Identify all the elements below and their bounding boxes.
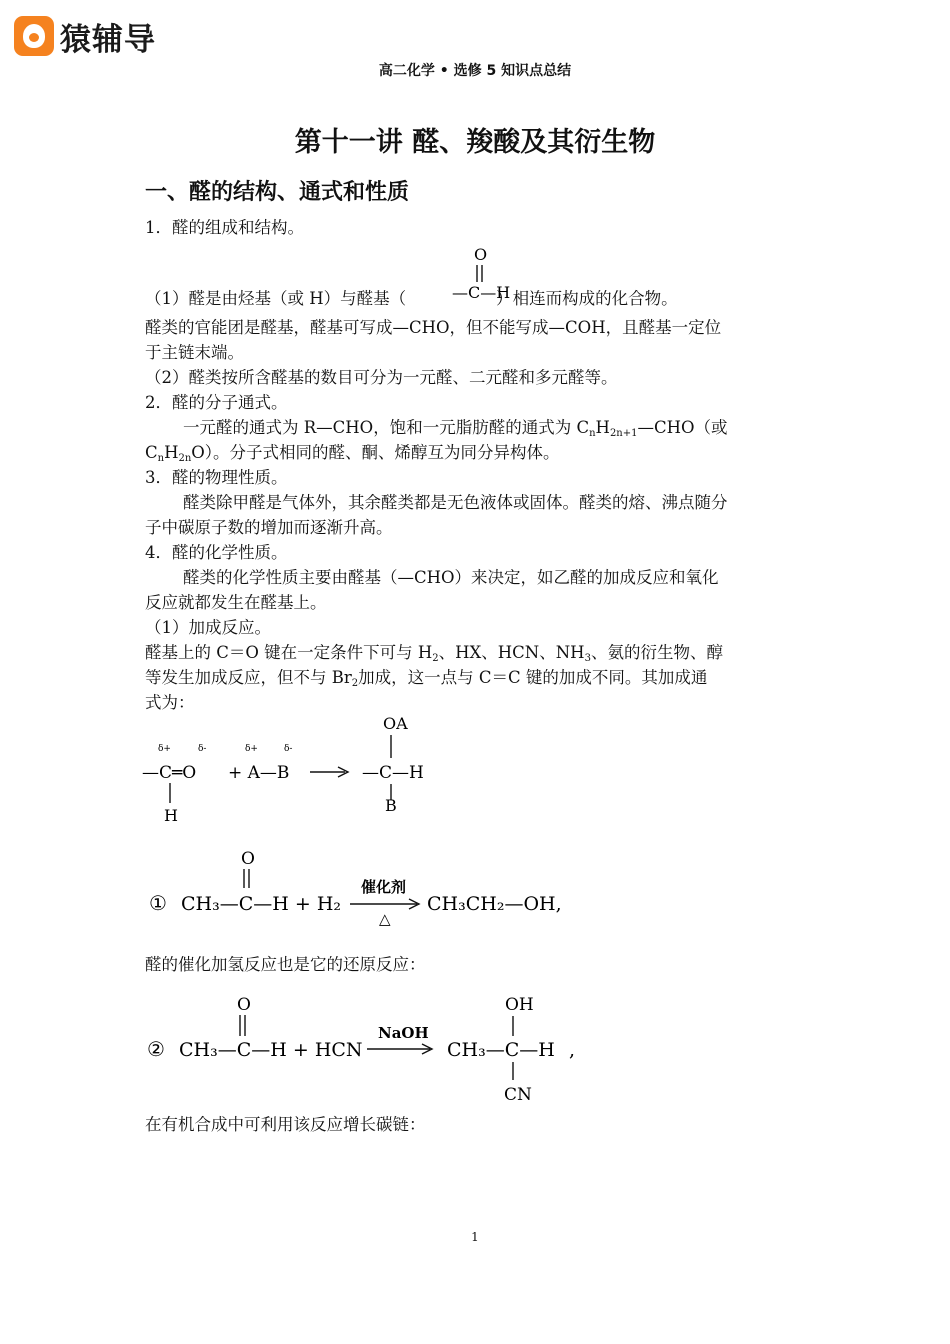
general-addition-equation — [140, 708, 450, 826]
svg-text:②: ② — [147, 1037, 165, 1061]
svg-text:CH₃—C—H + HCN: CH₃—C—H + HCN — [179, 1039, 363, 1061]
reaction-2-cyanohydrin — [145, 988, 585, 1106]
svg-text:O: O — [241, 849, 255, 869]
paragraph: 醛类的化学性质主要由醛基（—CHO）来决定，如乙醛的加成反应和氧化 — [183, 568, 719, 587]
svg-text:—C—H: —C—H — [362, 763, 424, 783]
svg-text:CH₃CH₂—OH,: CH₃CH₂—OH, — [427, 893, 562, 915]
paragraph: 反应就都发生在醛基上。 — [145, 593, 327, 612]
reagent-ab: + A—B — [228, 763, 290, 783]
carbonyl-group: —C═O — [142, 763, 197, 783]
svg-text:O: O — [237, 995, 251, 1015]
aldehyde-chain: —C—H — [452, 283, 511, 302]
page-title: 第十一讲 醛、羧酸及其衍生物 — [294, 127, 656, 158]
svg-text:H: H — [164, 806, 178, 825]
svg-text:δ-: δ- — [284, 744, 293, 754]
reaction-1-hydrogenation — [145, 842, 575, 932]
paragraph: $C_nH_{2n}O$）。分子式相同的醛、酮、烯醇互为同分异构体。 — [145, 443, 560, 464]
paragraph: 1．醛的组成和结构。 — [145, 218, 304, 237]
paragraph: 2．醛的分子通式。 — [145, 393, 288, 412]
brand-name: 猿辅导 — [60, 21, 156, 58]
paragraph: 于主链末端。 — [145, 343, 244, 362]
paragraph: 醛类的官能团是醛基，醛基可写成—CHO，但不能写成—COH，且醛基一定位 — [145, 318, 722, 337]
svg-text:OA: OA — [383, 714, 408, 733]
paragraph: 等发生加成反应，但不与 $Br_2$加成，这一点与 C＝C 键的加成不同。其加成通 — [145, 668, 708, 689]
paragraph: 醛类除甲醛是气体外，其余醛类都是无色液体或固体。醛类的熔、沸点随分 — [183, 493, 728, 512]
brand-logo — [14, 14, 156, 58]
aldehyde-group-structure — [448, 242, 540, 308]
page-header: 高二化学 • 选修 5 知识点总结 — [378, 63, 572, 79]
paragraph: 醛的催化加氢反应也是它的还原反应： — [145, 955, 426, 974]
paragraph: 醛基上的 C＝O 键在一定条件下可与 $H_2$、HX、HCN、$NH_3$、氨的衍生物、醇 — [145, 643, 723, 664]
paragraph: （2）醛类按所含醛基的数目可分为一元醛、二元醛和多元醛等。 — [145, 368, 618, 387]
svg-text:,: , — [569, 1039, 576, 1061]
paragraph: 一元醛的通式为 R—CHO，饱和一元脂肪醛的通式为 $C_nH_{2n+1}—CHO$（或 — [183, 418, 728, 439]
svg-text:①: ① — [149, 891, 167, 915]
svg-text:△: △ — [379, 910, 391, 928]
paragraph: 式为： — [145, 693, 195, 712]
svg-text:NaOH: NaOH — [378, 1024, 429, 1042]
monkey-logo-icon — [14, 16, 54, 56]
svg-text:CH₃—C—H + H₂: CH₃—C—H + H₂ — [181, 893, 342, 915]
paragraph: 子中碳原子数的增加而逐渐升高。 — [145, 518, 393, 537]
svg-text:催化剂: 催化剂 — [361, 878, 407, 896]
svg-text:δ+: δ+ — [245, 744, 258, 754]
paragraph: 在有机合成中可利用该反应增长碳链： — [145, 1115, 426, 1134]
svg-text:CN: CN — [504, 1085, 532, 1105]
paragraph: 4．醛的化学性质。 — [145, 543, 288, 562]
svg-text:δ-: δ- — [198, 744, 207, 754]
oxygen-label: O — [474, 245, 488, 264]
page-number: 1 — [471, 1230, 479, 1244]
svg-text:CH₃—C—H: CH₃—C—H — [447, 1039, 555, 1061]
svg-text:δ+: δ+ — [158, 744, 171, 754]
paragraph: 3．醛的物理性质。 — [145, 468, 288, 487]
svg-text:B: B — [385, 796, 397, 815]
section-heading: 一、醛的结构、通式和性质 — [145, 180, 410, 205]
svg-text:OH: OH — [505, 995, 534, 1015]
paragraph: （1）加成反应。 — [145, 618, 271, 637]
paragraph: （1）醛是由烃基（或 H）与醛基（ ）相连而构成的化合物。 — [145, 289, 678, 308]
